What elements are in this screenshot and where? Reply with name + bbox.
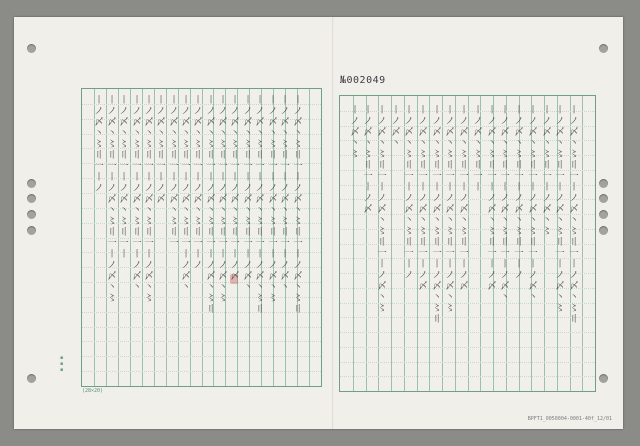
handwriting-column: 〡 ノ 〆 丶 〻 〢 一 〡 ノ 〆 丶 〻 〢 一 〡 ノ 〆 丶 〻 〢 xyxy=(432,105,442,325)
handwriting-column: 〡 ノ 〆 丶 〻 〢 一 〡 ノ 〆 丶 〻 〢 一 〡 ノ 〆 丶 〻 xyxy=(268,95,278,304)
binding-hole xyxy=(27,210,36,219)
binding-hole xyxy=(599,194,608,203)
binding-hole xyxy=(27,179,36,188)
handwriting-column: 〡 ノ 〆 丶 〻 〢 一 〡 ノ 〆 丶 〻 〢 一 〡 ノ 〆 丶 〻 xyxy=(445,105,455,314)
handwriting-column: 〡 ノ 〆 丶 〻 〢 一 〡 ノ 〆 丶 〻 〢 一 〡 ノ 〆 丶 〻 〢 xyxy=(569,105,579,325)
binding-hole xyxy=(27,226,36,235)
handwriting-column: 〡 ノ 〆 丶 〻 〢 一 〡 ノ 〆 丶 〻 〢 一 〡 ノ 〆 丶 〻 〢 xyxy=(255,95,265,315)
handwriting-column: 〡 ノ 〆 丶 〻 〢 一 〡 ノ 〆 丶 〻 〢 一 〡 xyxy=(119,95,129,260)
manuscript-sheet xyxy=(14,17,623,429)
handwriting-column: 〡 ノ 〆 丶 〻 〢 一 〡 ノ 〆 丶 〻 〢 一 〡 ノ 〆 丶 〻 xyxy=(555,105,565,314)
handwriting-column: 〡 ノ 〆 丶 〻 〢 一 〡 ノ 〆 丶 〻 〢 一 〡 ノ 〆 丶 xyxy=(181,95,191,293)
grid-row-line xyxy=(82,327,321,328)
grid-row-line xyxy=(340,376,595,377)
handwriting-column: 〡 ノ 〆 丶 〻 〢 一 〡 xyxy=(473,105,483,193)
handwriting-column: 〡 ノ 〆 丶 〻 〢 一 〡 ノ 〆 丶 〻 〢 一 〡 ノ 〆 丶 xyxy=(243,95,253,293)
grid-row-line xyxy=(82,371,321,372)
handwriting-column: 〡 ノ 〆 丶 〻 〢 一 〡 ノ 〆 丶 〻 xyxy=(542,105,552,237)
margin-mark: ▪ ▪ ▪ xyxy=(60,355,64,373)
handwriting-column: 〡 ノ 〆 丶 〻 〢 一 〡 ノ 〆 丶 〻 〢 一 〡 ノ 〆 xyxy=(230,95,240,282)
handwriting-column: 〡 ノ 〆 丶 〻 〢 一 〡 ノ 〆 丶 〻 〢 一 〡 ノ 〆 xyxy=(459,105,469,292)
handwriting-column: 〡 ノ 〆 丶 xyxy=(391,105,401,149)
grid-row-line xyxy=(340,362,595,363)
grid-row-line xyxy=(82,312,321,313)
binding-hole xyxy=(27,44,36,53)
handwriting-column: 〡 ノ 〆 丶 〻 〢 一 〡 ノ xyxy=(94,95,104,194)
handwriting-column: 〡 ノ 〆 丶 〻 〢 一 〡 ノ 〆 丶 〻 〢 一 〡 ノ 〆 丶 xyxy=(280,95,290,293)
handwriting-column: 〡 ノ 〆 丶 〻 xyxy=(350,105,360,160)
grid-row-line xyxy=(82,297,321,298)
handwriting-column: 〡 ノ 〆 丶 〻 〢 一 〡 ノ 〆 丶 〻 〢 一 〡 ノ 〆 丶 〻 xyxy=(218,95,228,304)
grid-row-line xyxy=(340,332,595,333)
handwriting-column: 〡 ノ 〆 丶 〻 〢 一 〡 ノ 〆 丶 〻 〢 一 〡 ノ 〆 丶 〻 xyxy=(144,95,154,304)
handwriting-column: 〡 ノ 〆 丶 〻 〢 一 〡 ノ 〆 xyxy=(363,105,373,215)
grid-size-code: (28×20) xyxy=(82,388,104,394)
handwriting-column: 〡 ノ 〆 丶 〻 〢 一 〡 ノ 〆 丶 〻 〢 一 〡 ノ xyxy=(514,105,524,281)
handwriting-column: 〡 ノ 〆 丶 〻 〢 一 〡 ノ 〆 丶 〻 〢 一 〡 ノ 〆 xyxy=(418,105,428,292)
handwriting-column: 〡 ノ 〆 丶 〻 〢 一 〡 ノ 〆 xyxy=(156,95,166,205)
grid-row-line xyxy=(82,341,321,342)
binding-hole xyxy=(599,44,608,53)
handwriting-column: 〡 ノ 〆 丶 〻 〢 一 〡 ノ 〆 丶 〻 〢 一 〡 ノ 〆 丶 xyxy=(132,95,142,293)
binding-hole xyxy=(599,226,608,235)
binding-hole xyxy=(599,179,608,188)
handwriting-column: 〡 ノ 〆 丶 〻 〢 一 〡 ノ 〆 丶 〻 〢 一 〡 ノ 〆 丶 〻 〢 xyxy=(293,95,303,315)
binding-hole xyxy=(27,194,36,203)
grid-row-line xyxy=(340,317,595,318)
grid-row-line xyxy=(82,356,321,357)
handwriting-column: 〡 ノ 〆 丶 〻 〢 一 〡 ノ 〆 丶 〻 〢 一 〡 ノ 〆 丶 xyxy=(500,105,510,303)
handwriting-column: 〡 ノ 〆 丶 〻 〢 一 〡 ノ 〆 丶 〻 〢 一 〡 ノ 〆 丶 〻 xyxy=(377,105,387,314)
handwriting-column: 〡 ノ 〆 丶 〻 〢 一 〡 ノ 〆 丶 〻 〢 一 〡 ノ 〆 丶 〻 〢 xyxy=(206,95,216,315)
serial-number: №002049 xyxy=(340,75,386,86)
binding-hole xyxy=(599,210,608,219)
grid-row-line xyxy=(340,347,595,348)
binding-hole xyxy=(599,374,608,383)
binding-hole xyxy=(27,374,36,383)
handwriting-column: 〡 ノ 〆 丶 〻 〢 一 〡 ノ 〆 丶 〻 〢 一 〡 ノ xyxy=(404,105,414,281)
handwriting-column: 〡 ノ 〆 丶 〻 〢 一 〡 ノ 〆 丶 〻 〢 一 〡 ノ xyxy=(193,95,203,271)
handwriting-column: 〡 ノ 〆 丶 〻 〢 一 〡 ノ 〆 丶 〻 〢 一 〡 ノ 〆 丶 〻 xyxy=(107,95,117,304)
center-fold xyxy=(332,17,334,429)
handwriting-column: 〡 ノ 〆 丶 〻 〢 一 〡 ノ 〆 丶 〻 〢 一 〡 ノ 〆 xyxy=(487,105,497,292)
archive-label: BPFT1_0050004-0001-40f_12/01 xyxy=(527,416,612,422)
handwriting-column: 〡 ノ 〆 丶 〻 〢 一 〡 ノ 〆 丶 〻 〢 一 〡 ノ 〆 丶 xyxy=(528,105,538,303)
handwriting-column: 〡 ノ 〆 丶 〻 〢 一 〡 ノ 〆 丶 〻 〢 一 xyxy=(169,95,179,249)
